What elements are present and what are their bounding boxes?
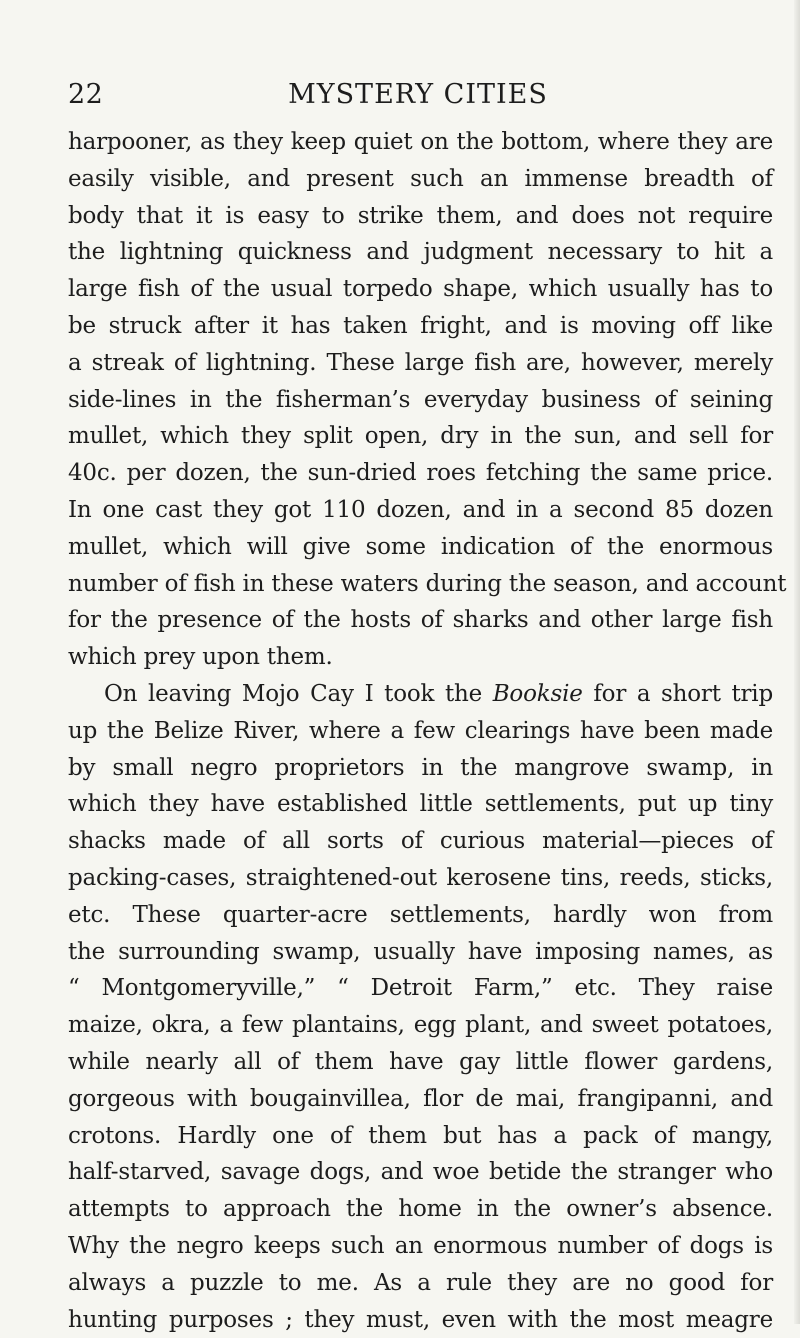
- text-line: for the presence of the hosts of sharks and other large fish: [68, 602, 773, 639]
- text-line: while nearly all of them have gay little flower gardens,: [68, 1044, 773, 1081]
- text-line: half-starved, savage dogs, and woe betide the stranger who: [68, 1154, 773, 1191]
- text-line: hunting purposes ; they must, even with the most meagre: [68, 1302, 773, 1338]
- paragraph-end-line: which prey upon them.: [68, 639, 773, 676]
- text-line: always a puzzle to me. As a rule they are no good for: [68, 1265, 773, 1302]
- running-head-title: MYSTERY CITIES: [68, 75, 728, 115]
- text-line: the lightning quickness and judgment necessary to hit a: [68, 234, 773, 271]
- text-line: shacks made of all sorts of curious material—pieces of: [68, 823, 773, 860]
- page-edge-shadow: [794, 0, 800, 1324]
- text-line: mullet, which they split open, dry in the sun, and sell for: [68, 418, 773, 455]
- text-line: etc. These quarter-acre settlements, hardly won from: [68, 897, 773, 934]
- text-line: 40c. per dozen, the sun-dried roes fetching the same price.: [68, 455, 773, 492]
- text-line: gorgeous with bougainvillea, flor de mai, frangipanni, and: [68, 1081, 773, 1118]
- text-line: harpooner, as they keep quiet on the bottom, where they are: [68, 124, 773, 161]
- text-line: which they have established little settlements, put up tiny: [68, 786, 773, 823]
- text-segment: On leaving Mojo Cay I took the: [104, 681, 493, 707]
- text-line: number of fish in these waters during the season, and account: [68, 566, 773, 603]
- text-line: be struck after it has taken fright, and is moving off like: [68, 308, 773, 345]
- text-line: a streak of lightning. These large fish are, however, merely: [68, 345, 773, 382]
- text-line: easily visible, and present such an immense breadth of: [68, 161, 773, 198]
- text-line: body that it is easy to strike them, and does not require: [68, 198, 773, 235]
- text-line: “ Montgomeryville,” “ Detroit Farm,” etc. They raise: [68, 970, 773, 1007]
- boat-name-italic: Booksie: [493, 681, 583, 707]
- text-line: attempts to approach the home in the owner’s absence.: [68, 1191, 773, 1228]
- page-header: [68, 75, 728, 115]
- text-line: maize, okra, a few plantains, egg plant, and sweet potatoes,: [68, 1007, 773, 1044]
- text-line: In one cast they got 110 dozen, and in a second 85 dozen: [68, 492, 773, 529]
- text-line: mullet, which will give some indication of the enormous: [68, 529, 773, 566]
- body-text: [68, 124, 773, 1338]
- text-line: crotons. Hardly one of them but has a pack of mangy,: [68, 1118, 773, 1155]
- text-line: side-lines in the fisherman’s everyday business of seining: [68, 382, 773, 419]
- text-line: by small negro proprietors in the mangrove swamp, in: [68, 750, 773, 787]
- page-number: 22: [68, 75, 103, 115]
- text-line: large fish of the usual torpedo shape, which usually has to: [68, 271, 773, 308]
- paragraph-start-line: [68, 676, 773, 713]
- text-line: packing-cases, straightened-out kerosene tins, reeds, sticks,: [68, 860, 773, 897]
- text-segment: for a short trip: [583, 681, 773, 707]
- text-line: up the Belize River, where a few clearings have been made: [68, 713, 773, 750]
- text-line: the surrounding swamp, usually have imposing names, as: [68, 934, 773, 971]
- text-line: Why the negro keeps such an enormous number of dogs is: [68, 1228, 773, 1265]
